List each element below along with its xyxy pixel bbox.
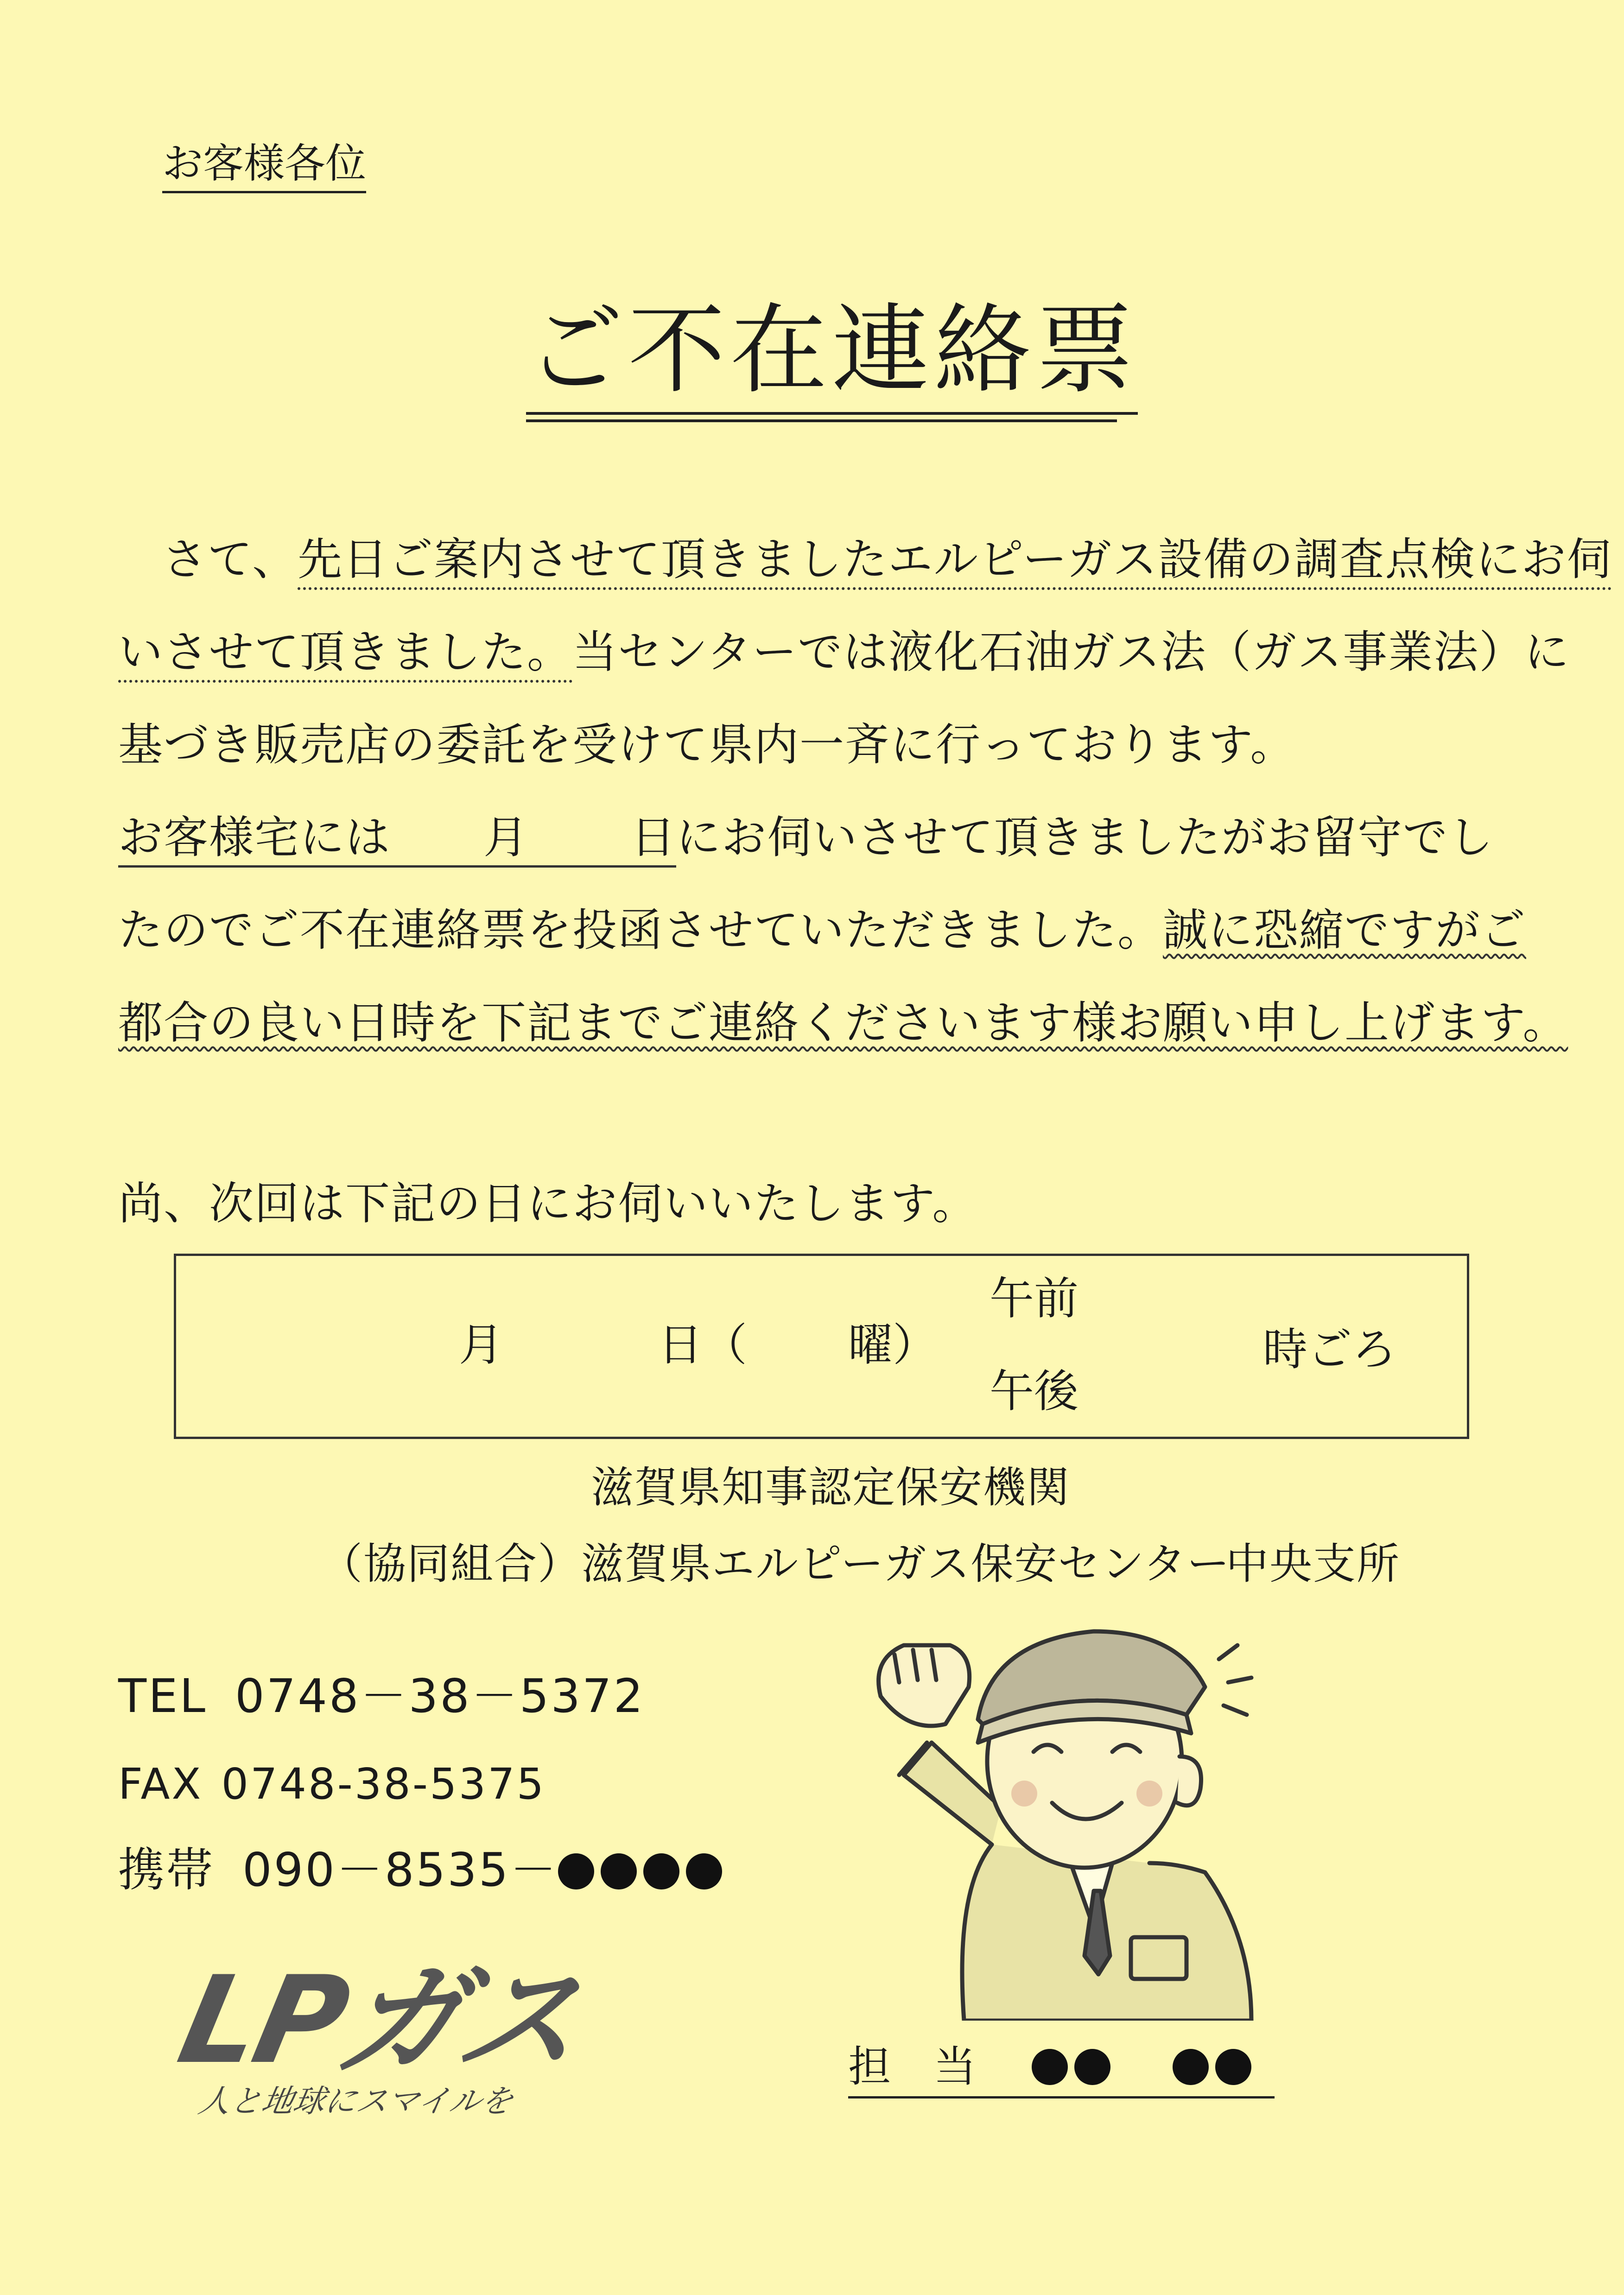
body-line-5 [118,904,1526,957]
fax-line [118,1759,546,1810]
body-line-3: 基づき販売店の委託を受けて県内一斉に行っております。 [118,719,1296,771]
redaction-dot-icon [1074,2049,1110,2085]
fax-label: FAX [118,1759,203,1809]
visit-date-underlined [118,811,676,868]
tel-label: TEL [118,1669,207,1723]
title-double-rule [526,419,1117,422]
notice-posted-text: たのでご不在連絡票を投函させていただきました。 [118,904,1163,956]
redaction-dot-icon [643,1853,679,1889]
org-certification: 滋賀県知事認定保安機関 [591,1463,1071,1512]
request-wavy-text-a: 誠に恐縮ですがご [1163,904,1526,956]
mobile-label: 携帯 [118,1843,215,1897]
redaction-dot-icon [601,1853,637,1889]
page-title: ご不在連絡票 [526,297,1138,415]
staff-label: 担 当 [848,2042,977,2092]
saluting-worker-illustration [853,1604,1270,2021]
body-lead: さて、 [162,533,298,585]
body-line-2 [118,626,1570,679]
body-dotted-text-b: いさせて頂きました。 [118,626,572,683]
org-branch: 中央支所 [1226,1539,1401,1589]
org-name: （協同組合）滋賀県エルピーガス保安センター [320,1539,1231,1589]
mobile-line [118,1842,729,1898]
visit-prefix: お客様宅には [118,811,391,863]
body-text-law: 当センターでは液化石油ガス法（ガス事業法）に [572,626,1570,678]
staff-line [848,2041,1275,2098]
body-line-1 [162,533,1612,586]
visit-day-label: 日 [631,811,676,863]
schedule-time-label: 時ごろ [1263,1324,1396,1376]
lp-gas-logo: LPガス [168,1951,593,2091]
visit-month-label: 月 [483,811,529,863]
next-visit-intro: 尚、次回は下記の日にお伺いいたします。 [118,1178,978,1230]
redaction-dot-icon [686,1853,722,1889]
tel-line [118,1668,645,1724]
redaction-dot-icon [1173,2049,1209,2085]
redaction-dot-icon [1215,2049,1251,2085]
schedule-month-label: 月 [459,1319,503,1371]
redaction-dot-icon [558,1853,594,1889]
fax-number: 0748-38-5375 [221,1759,546,1809]
visit-date-line [118,811,1494,864]
schedule-weekday-label: 曜） [848,1319,937,1371]
schedule-pm-label: 午後 [990,1365,1078,1417]
mobile-number: 090－8535－ [242,1843,558,1897]
body-line-6 [118,996,1568,1050]
recipient-heading: お客様各位 [162,139,366,193]
redaction-dot-icon [1032,2049,1068,2085]
tel-number: 0748－38－5372 [235,1669,645,1723]
schedule-day-label: 日（ [658,1319,747,1371]
schedule-am-label: 午前 [990,1273,1078,1325]
lp-gas-tagline: 人と地球にスマイルを [195,2083,516,2120]
visit-suffix: にお伺いさせて頂きましたがお留守でし [676,811,1494,863]
body-dotted-text-a: 先日ご案内させて頂きましたエルピーガス設備の調査点検にお伺 [298,533,1612,590]
request-wavy-text-b: 都合の良い日時を下記までご連絡くださいます様お願い申し上げます。 [118,997,1568,1049]
